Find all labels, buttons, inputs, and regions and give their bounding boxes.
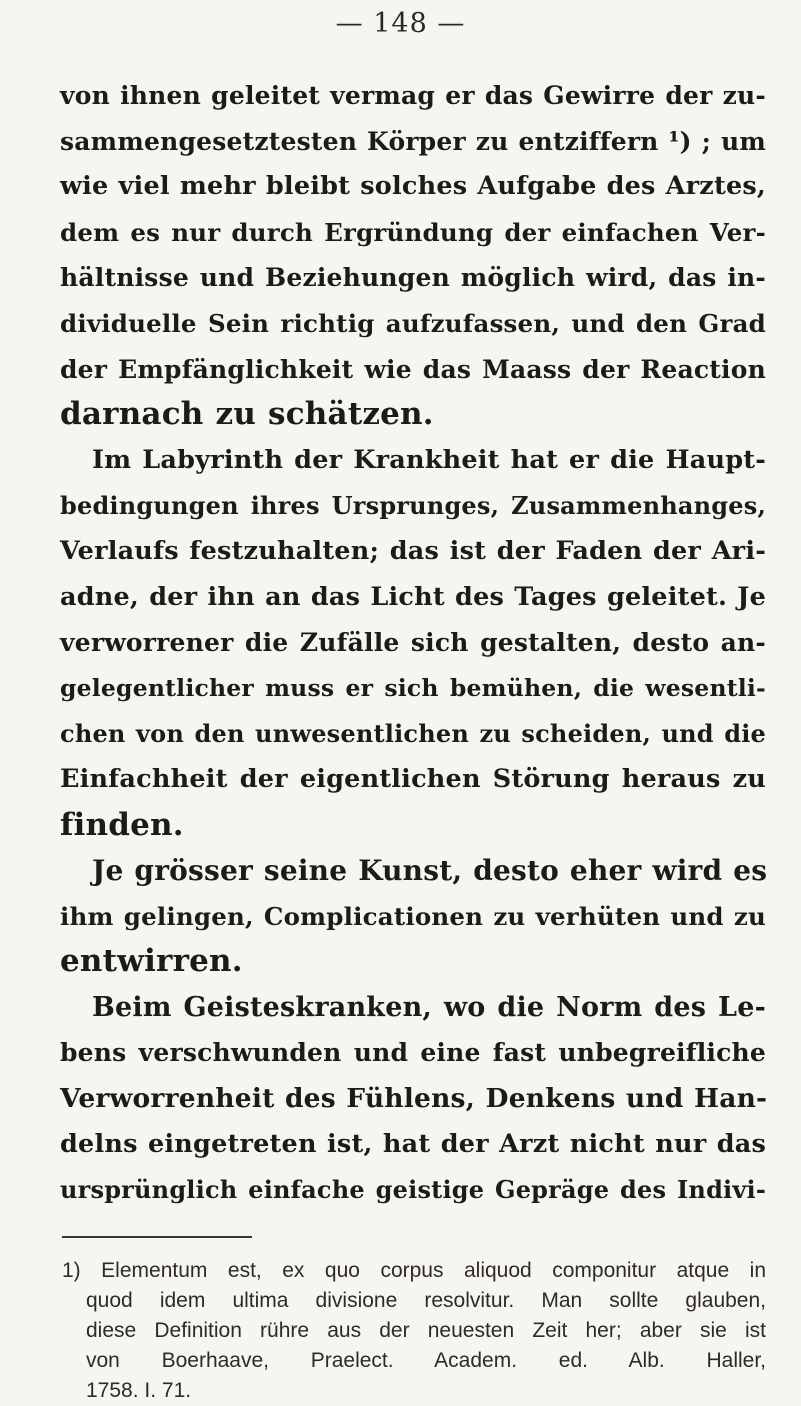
text-line: gelegentlicher muss er sich bemühen, die wesentli- [60,673,766,702]
text-line: sammengesetztesten Körper zu entziffern ¹) ; um [60,126,766,156]
text-line: der Empfänglichkeit wie das Maass der Reaction [60,354,766,384]
text-line: Beim Geisteskranken, wo die Norm des Le- [92,991,766,1023]
page-number: — 148 — [335,8,466,39]
text-line: bens verschwunden und eine fast unbegreifliche [60,1038,766,1068]
text-line: wie viel mehr bleibt solches Aufgabe des Arztes, [60,171,766,202]
text-line: Verlaufs festzuhalten; das ist der Faden der Ari- [60,535,766,566]
text-line: dem es nur durch Ergründung der einfachen Ver- [60,217,766,247]
text-line: Verworrenheit des Fühlens, Denkens und Han- [60,1083,768,1115]
text-line: Je grösser seine Kunst, desto eher wird es [92,854,768,888]
text-line: finden. [60,806,184,843]
text-line: chen von den unwesentlichen zu scheiden, und die [60,719,766,749]
text-line: darnach zu schätzen. [60,396,434,433]
footnote-divider [62,1236,252,1238]
footnote-line: diese Definition rühre aus der neuesten Zeit her; aber sie ist [86,1319,766,1342]
text-line: hältnisse und Beziehungen möglich wird, das in- [60,263,766,293]
footnote-line: 1758. I. 71. [86,1379,192,1402]
text-line: von ihnen geleitet vermag er das Gewirre der zu- [60,81,766,110]
footnote-line: von Boerhaave, Praelect. Academ. ed. Alb. Haller, [86,1349,766,1372]
text-line: adne, der ihn an das Licht des Tages geleitet. Je [60,581,766,612]
text-line: bedingungen ihres Ursprunges, Zusammenhanges, [60,491,766,521]
body-text [60,73,766,1213]
text-line: Einfachheit der eigentlichen Störung heraus zu [60,763,766,794]
text-line: delns eingetreten ist, hat der Arzt nicht nur das [60,1128,766,1159]
footnote [62,1256,766,1406]
text-line: verworrener die Zufälle sich gestalten, desto an- [60,628,766,658]
text-line: entwirren. [60,943,243,980]
footnote-line: quod idem ultima divisione resolvitur. Man sollte glauben, [86,1289,766,1312]
text-line: Im Labyrinth der Krankheit hat er die Haupt- [92,444,766,475]
text-line: ursprünglich einfache geistige Gepräge des Indivi- [60,1175,766,1205]
text-line: dividuelle Sein richtig aufzufassen, und den Grad [60,308,766,338]
text-line: ihm gelingen, Complicationen zu verhüten und zu [60,901,766,931]
footnote-line: 1) Elementum est, ex quo corpus aliquod componitur atque in [62,1259,766,1282]
